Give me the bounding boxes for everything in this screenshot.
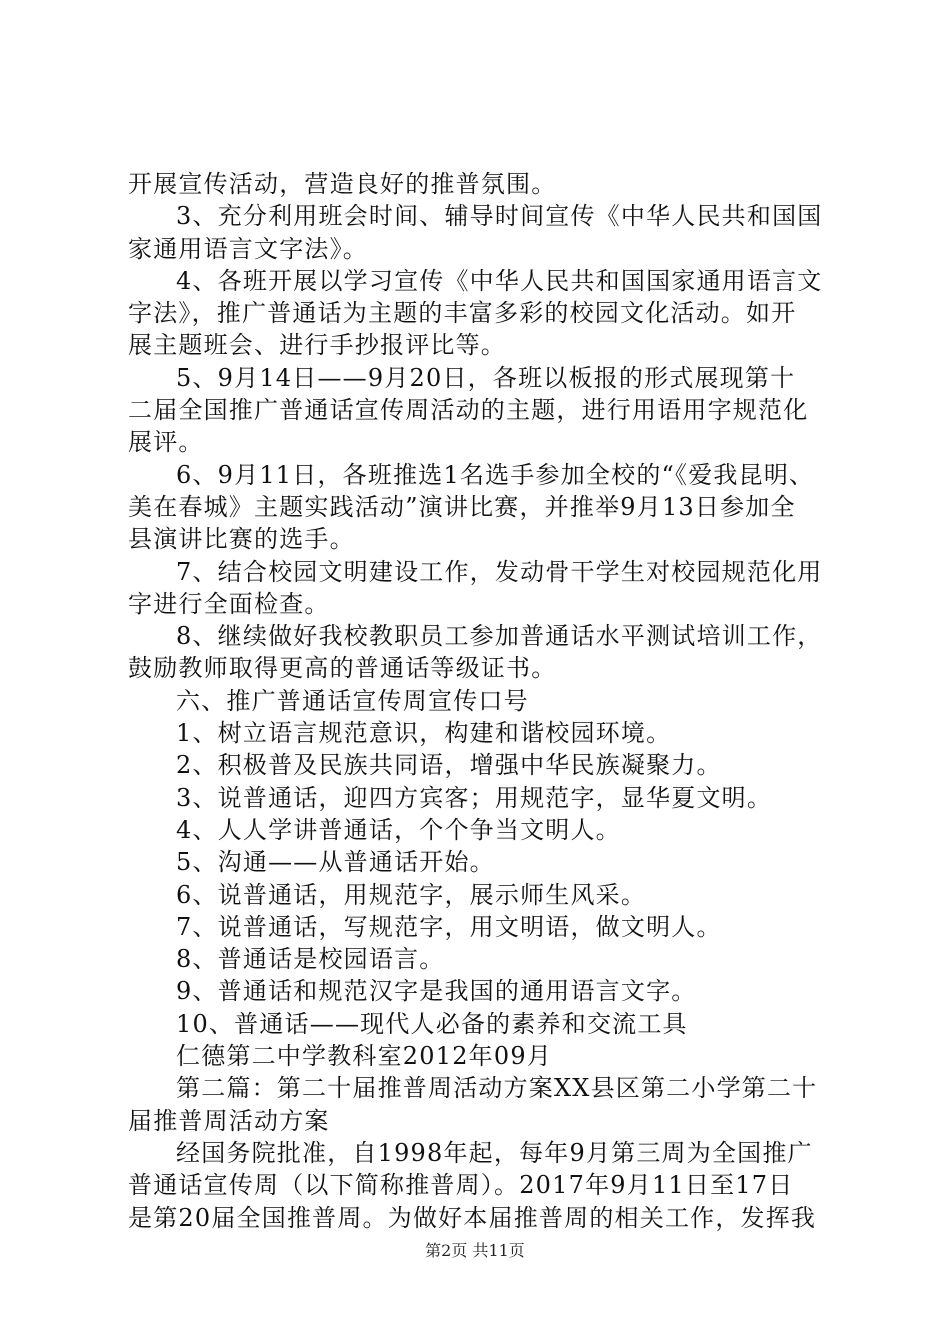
slogan-2: 2、积极普及民族共同语，增强中华民族凝聚力。 [176, 751, 722, 780]
text-line-33: 是第20届全国推普周。为做好本届推普周的相关工作，发挥我 [128, 1203, 817, 1232]
text-line-7: 5、9月14日——9月20日，各班以板报的形式展现第十 [176, 363, 796, 392]
slogan-3: 3、说普通话，迎四方宾客；用规范字，显华夏文明。 [176, 783, 773, 812]
text-line-31: 经国务院批准，自1998年起，每年9月第三周为全国推广 [176, 1138, 813, 1167]
text-line-13: 7、结合校园文明建设工作，发动骨干学生对校园规范化用 [176, 557, 823, 586]
text-line-12: 县演讲比赛的选手。 [128, 525, 355, 554]
text-line-2: 3、充分利用班会时间、辅导时间宣传《中华人民共和国国 [176, 202, 823, 231]
text-line-6: 展主题班会、进行手抄报评比等。 [128, 331, 506, 360]
slogan-6: 6、说普通话，用规范字，展示师生风采。 [176, 880, 647, 909]
slogan-8: 8、普通话是校园语言。 [176, 945, 445, 974]
text-line-15: 8、继续做好我校教职员工参加普通话水平测试培训工作， [176, 622, 823, 651]
text-line-14: 字进行全面检查。 [128, 589, 330, 618]
text-line-8: 二届全国推广普通话宣传周活动的主题，进行用语用字规范化 [128, 396, 809, 425]
text-line-10: 6、9月11日，各班推选1名选手参加全校的“《爱我昆明、 [176, 460, 815, 489]
text-line-11: 美在春城》主题实践活动”演讲比赛，并推举9月13日参加全 [128, 492, 796, 521]
slogan-4: 4、人人学讲普通话，个个争当文明人。 [176, 815, 621, 844]
text-line-1: 开展宣传活动，营造良好的推普氛围。 [128, 170, 557, 198]
part-two-title-cont: 届推普周活动方案 [128, 1106, 330, 1135]
part-two-title: 第二篇：第二十届推普周活动方案XX县区第二小学第二十 [176, 1074, 818, 1103]
text-line-3: 家通用语言文字法》。 [128, 234, 368, 263]
slogan-1: 1、树立语言规范意识，构建和谐校园环境。 [176, 719, 672, 748]
slogan-9: 9、普通话和规范汉字是我国的通用语言文字。 [176, 977, 697, 1006]
text-line-16: 鼓励教师取得更高的普通话等级证书。 [128, 654, 557, 683]
slogan-7: 7、说普通话，写规范字，用文明语，做文明人。 [176, 912, 722, 941]
document-body [128, 168, 828, 1234]
page-number-footer: 第2页 共11页 [425, 1241, 525, 1260]
text-line-9: 展评。 [128, 428, 204, 457]
slogan-10: 10、普通话——现代人必备的素养和交流工具 [176, 1009, 688, 1038]
text-line-32: 普通话宣传周（以下简称推普周）。2017年9月11日至17日 [128, 1171, 794, 1200]
signature-line: 仁德第二中学教科室2012年09月 [176, 1042, 553, 1071]
slogan-5: 5、沟通——从普通话开始。 [176, 848, 495, 877]
text-line-5: 字法》，推广普通话为主题的丰富多彩的校园文化活动。如开 [128, 299, 797, 328]
text-line-4: 4、各班开展以学习宣传《中华人民共和国国家通用语言文 [176, 266, 823, 295]
section-heading-slogans: 六、推广普通话宣传周宣传口号 [176, 686, 529, 715]
